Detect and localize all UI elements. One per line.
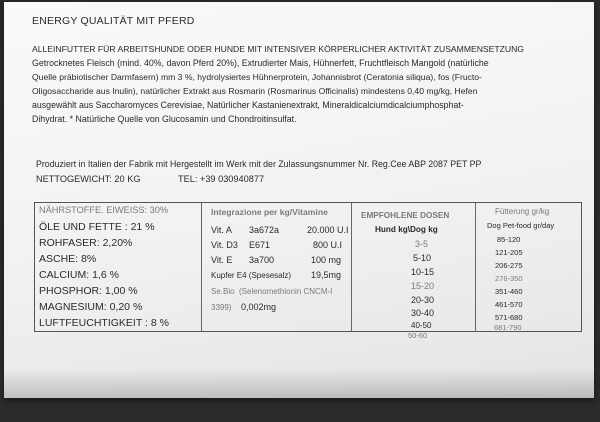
feeding-row: 276-350 [495, 274, 523, 283]
additive-amount: 20.000 U.I [307, 225, 349, 235]
additive-name: Kupfer E4 (Spesesalz) [211, 271, 292, 280]
feeding-header: Fütterung gr/kg [495, 207, 550, 216]
additive-name: 3399) [211, 303, 232, 312]
additive-name: Vit. A [211, 225, 232, 235]
additive-name: Vit. D3 [211, 240, 238, 250]
phone-number: TEL: +39 030940877 [178, 174, 265, 184]
table-divider [351, 203, 352, 331]
nutrient-row: CALCIUM: 1,6 % [39, 269, 119, 281]
product-label-sheet [4, 2, 594, 398]
feeding-row: 461-570 [495, 300, 523, 309]
dosage-subheader: Hund kg\Dog kg [375, 225, 438, 234]
dosage-row: 30-40 [411, 308, 435, 318]
feeding-row: 571-680 [495, 313, 523, 322]
table-divider [475, 203, 476, 331]
nutrient-row: ROHFASER: 2,20% [39, 237, 133, 249]
table-divider [201, 203, 202, 331]
dosage-header: EMPFOHLENE DOSEN [361, 211, 450, 220]
additive-amount: 800 U.I [313, 240, 343, 250]
dosage-row: 20-30 [411, 295, 435, 305]
feeding-row: 206-275 [495, 261, 523, 270]
nutrient-row: PHOSPHOR: 1,00 % [39, 285, 138, 297]
feeding-row: 351-460 [495, 287, 523, 296]
nutrient-row: MAGNESIUM: 0,20 % [39, 301, 143, 313]
additive-code: (Selenomethionin CNCM-I [239, 287, 333, 296]
dosage-row: 50-60 [408, 331, 428, 340]
additive-code: E671 [249, 240, 271, 250]
additive-name: Se.Bio [211, 287, 235, 296]
feeding-row: 121-205 [495, 248, 523, 257]
feeding-row: 85-120 [497, 235, 521, 244]
additive-name: Vit. E [211, 255, 233, 265]
additive-code: 3a700 [249, 255, 275, 265]
paper-shadow [4, 368, 594, 398]
dosage-row: 5-10 [413, 253, 432, 263]
nutrients-header: NÄHRSTOFFE. EIWEISS: 30% [39, 205, 168, 215]
composition-line: ausgewählt aus Saccharomyces Cerevisiae, Natürlicher Kastanienextrakt, Mineraldicalciumdicalciumphosphat- [32, 100, 464, 110]
dosage-row: 15-20 [411, 281, 435, 291]
nutrient-row: LUFTFEUCHTIGKEIT : 8 % [39, 317, 169, 329]
composition-line: Dihydrat. * Natürliche Quelle von Glucosamin und Chondroitinsulfat. [32, 114, 297, 124]
nutrient-row: ASCHE: 8% [39, 253, 97, 265]
dosage-row: 10-15 [411, 267, 435, 277]
feeding-row: 681-790 [494, 323, 522, 332]
additive-amount: 0,002mg [241, 302, 277, 312]
producer-line: Produziert in Italien der Fabrik mit Hergestellt im Werk mit der Zulassungsnummer Nr. Reg.Cee ABP 2087 PET PP [36, 159, 482, 169]
dosage-row: 40-50 [411, 321, 432, 330]
nutrient-row: ÖLE UND FETTE : 21 % [39, 221, 155, 233]
net-weight: NETTOGEWICHT: 20 KG [36, 174, 141, 184]
composition-line: Getrocknetes Fleisch (mind. 40%, davon Pferd 20%), Extrudierter Mais, Hühnerfett, Fruchtfleisch Mangold (natürliche [32, 58, 489, 68]
composition-line: Quelle präbiotischer Darmfasern) mm 3 %, hydrolysiertes Hühnerprotein, Johannisbrot (Ceratonia siliqua), fos (Fructo- [32, 72, 482, 82]
product-title: ENERGY QUALITÄT MIT PFERD [32, 15, 195, 27]
composition-line: Oligosaccharide aus Inulin), natürlicher Extrakt aus Rosmarin (Rosmarinus Officinalis) mindestens 0,40 mg/kg, Hefen [32, 86, 478, 96]
composition-line: ALLEINFUTTER FÜR ARBEITSHUNDE ODER HUNDE MIT INTENSIVER KÖRPERLICHER AKTIVITÄT ZUSAMMENSETZUNG [32, 44, 524, 54]
additive-code: 3a672a [249, 225, 280, 235]
analysis-table [34, 202, 582, 332]
additives-header: Integrazione per kg/Vitamine [211, 207, 328, 217]
additive-amount: 19,5mg [311, 270, 342, 280]
feeding-subheader: Dog Pet-food gr/day [487, 221, 555, 230]
dosage-row: 3-5 [415, 239, 429, 249]
additive-amount: 100 mg [311, 255, 342, 265]
